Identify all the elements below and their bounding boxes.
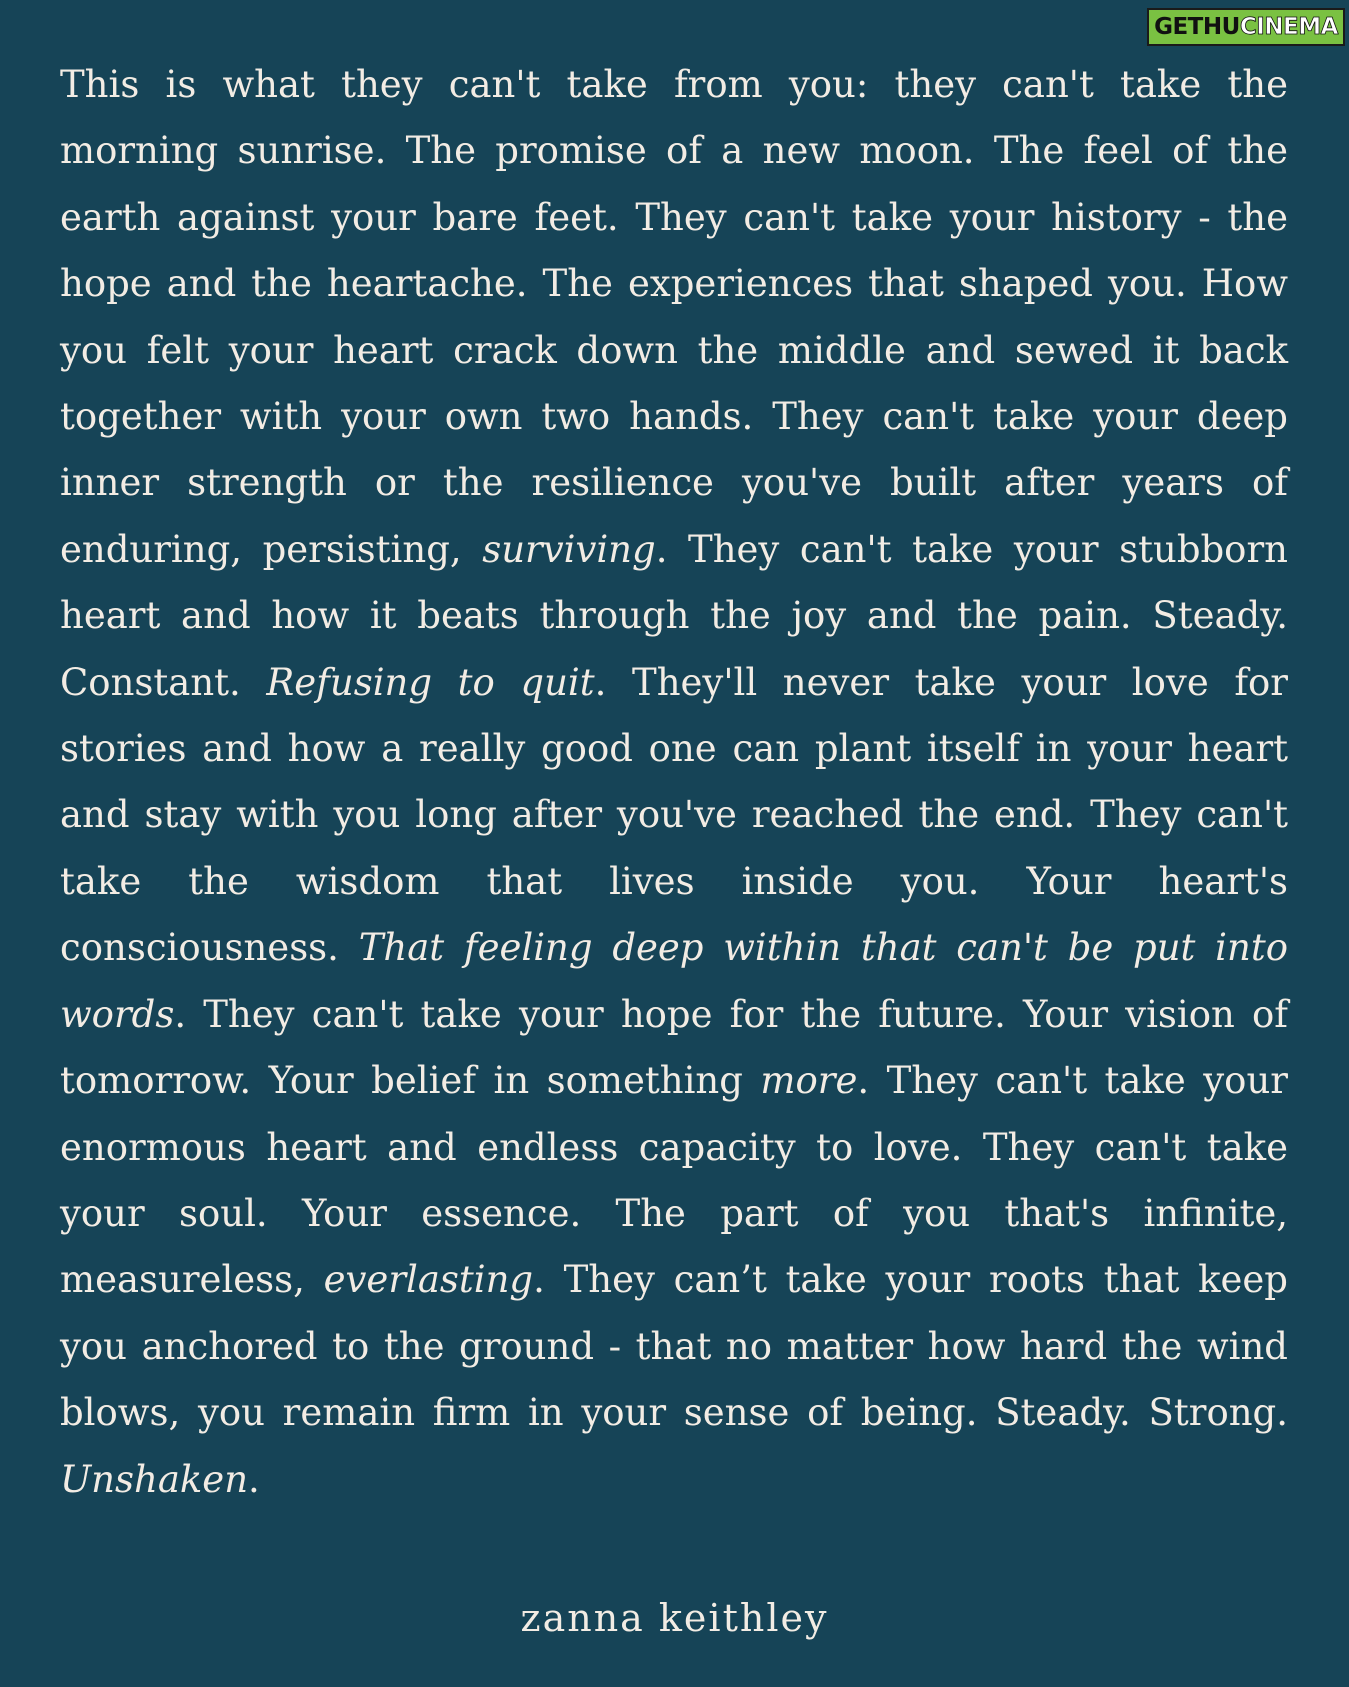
watermark-part2: CINEMA [1239,14,1338,40]
quote-segment: . They can't take your stubborn heart and how it beats through the joy and the pain. Steady. Constant. [60,527,1288,704]
quote-segment-italic: That feeling deep within that can't be put into words [60,926,1288,1036]
quote-segment: . They can't take your enormous heart and endless capacity to love. They can't take your soul. Your essence. The part of you that's infinite, measureless, [60,1059,1288,1302]
watermark-part1: GETHU [1154,14,1240,40]
author-signature: zanna keithley [520,1596,829,1640]
quote-segment-italic: everlasting [323,1258,534,1302]
quote-segment: . They can’t take your roots that keep you anchored to the ground - that no matter how hard the wind blows, you remain firm in your sense of being. Steady. Strong. [60,1258,1288,1435]
quote-segment: This is what they can't take from you: they can't take the morning sunrise. The promise of a new moon. The feel of the earth against your bare feet. They can't take your history - the hope and the heartache. The experiences that shaped you. How you felt your heart crack down the middle and sewed it back together with your own two hands. They can't take your deep inner strength or the resilience you've built after years of enduring, persisting, [60,63,1288,571]
quote-segment: . They'll never take your love for stories and how a really good one can plant itself in your heart and stay with you long after you've reached the end. They can't take the wisdom that lives inside you. Your heart's consciousness. [60,660,1288,970]
quote-body [60,52,1288,1513]
quote-segment-italic: Unshaken [60,1457,249,1501]
quote-segment-italic: surviving [482,527,656,571]
watermark-logo [1147,8,1345,46]
quote-segment-italic: Refusing to quit [266,660,595,704]
quote-segment: . [248,1457,260,1501]
quote-segment: . They can't take your hope for the future. Your vision of tomorrow. Your belief in something [60,992,1288,1103]
quote-segment-italic: more [760,1059,858,1103]
